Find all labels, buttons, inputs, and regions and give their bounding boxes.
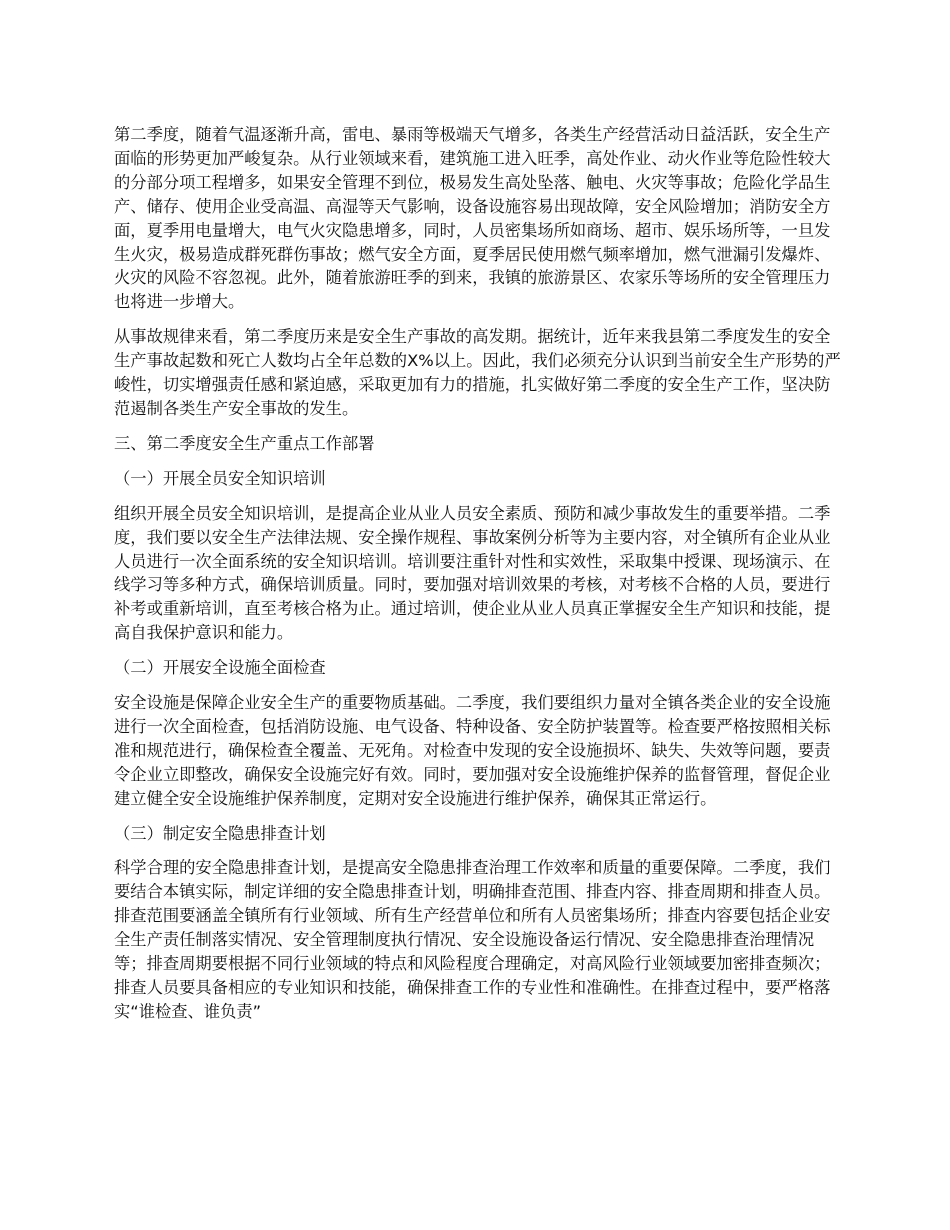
subheading-hazard-plan: （三）制定安全隐患排查计划 [114, 823, 326, 843]
paragraph-safety-training: 组织开展全员安全知识培训，是提高企业从业人员安全素质、预防和减少事故发生的重要举措。二季度，我们要以安全生产法律法规、安全操作规程、事故案例分析等为主要内容，对全镇所有企业从业人员进行一次全面系统的安全知识培训。培训要注重针对性和实效性，采取集中授课、现场演示、在线学习等多种方式，确保培训质量。同时，要加强对培训效果的考核，对考核不合格的人员，要进行补考或重新培训，直至考核合格为止。通过培训，使企业从业人员真正掌握安全生产知识和技能，提高自我保护意识和能力。 [114, 503, 831, 643]
paragraph-facility-inspection: 安全设施是保障企业安全生产的重要物质基础。二季度，我们要组织力量对全镇各类企业的安全设施进行一次全面检查，包括消防设施、电气设备、特种设备、安全防护装置等。检查要严格按照相关标准和规范进行，确保检查全覆盖、无死角。对检查中发现的安全设施损坏、缺失、失效等问题，要责令企业立即整改，确保安全设施完好有效。同时，要加强对安全设施维护保养的监督管理，督促企业建立健全安全设施维护保养制度，定期对安全设施进行维护保养，确保其正常运行。 [114, 693, 831, 808]
paragraph-seasonal-risks: 第二季度，随着气温逐渐升高，雷电、暴雨等极端天气增多，各类生产经营活动日益活跃，安全生产面临的形势更加严峻复杂。从行业领域来看，建筑施工进入旺季，高处作业、动火作业等危险性较大的分部分项工程增多，如果安全管理不到位，极易发生高处坠落、触电、火灾等事故；危险化学品生产、储存、使用企业受高温、高湿等天气影响，设备设施容易出现故障，安全风险增加；消防安全方面，夏季用电量增大，电气火灾隐患增多，同时，人员密集场所如商场、超市、娱乐场所等，一旦发生火灾，极易造成群死群伤事故；燃气安全方面，夏季居民使用燃气频率增加，燃气泄漏引发爆炸、火灾的风险不容忽视。此外，随着旅游旺季的到来，我镇的旅游景区、农家乐等场所的安全管理压力也将进一步增大。 [114, 125, 831, 312]
subheading-safety-training: （一）开展全员安全知识培训 [114, 468, 326, 488]
paragraph-hazard-plan: 科学合理的安全隐患排查计划，是提高安全隐患排查治理工作效率和质量的重要保障。二季度，我们要结合本镇实际，制定详细的安全隐患排查计划，明确排查范围、排查内容、排查周期和排查人员。排查范围要涵盖全镇所有行业领域、所有生产经营单位和所有人员密集场所；排查内容要包括企业安全生产责任制落实情况、安全管理制度执行情况、安全设施设备运行情况、安全隐患排查治理情况等；排查周期要根据不同行业领域的特点和风险程度合理确定，对高风险行业领域要加密排查频次；排查人员要具备相应的专业知识和技能，确保排查工作的专业性和准确性。在排查过程中，要严格落实“谁检查、谁负责” [114, 858, 831, 1021]
section-heading-work-deployment: 三、第二季度安全生产重点工作部署 [114, 433, 375, 453]
subheading-facility-inspection: （二）开展安全设施全面检查 [114, 658, 326, 678]
document-body [114, 123, 844, 1035]
paragraph-accident-patterns: 从事故规律来看，第二季度历来是安全生产事故的高发期。据统计，近年来我县第二季度发生的安全生产事故起数和死亡人数均占全年总数的X%以上。因此，我们必须充分认识到当前安全生产形势的严峻性，切实增强责任感和紧迫感，采取更加有力的措施，扎实做好第二季度的安全生产工作，坚决防范遏制各类生产安全事故的发生。 [114, 327, 841, 418]
